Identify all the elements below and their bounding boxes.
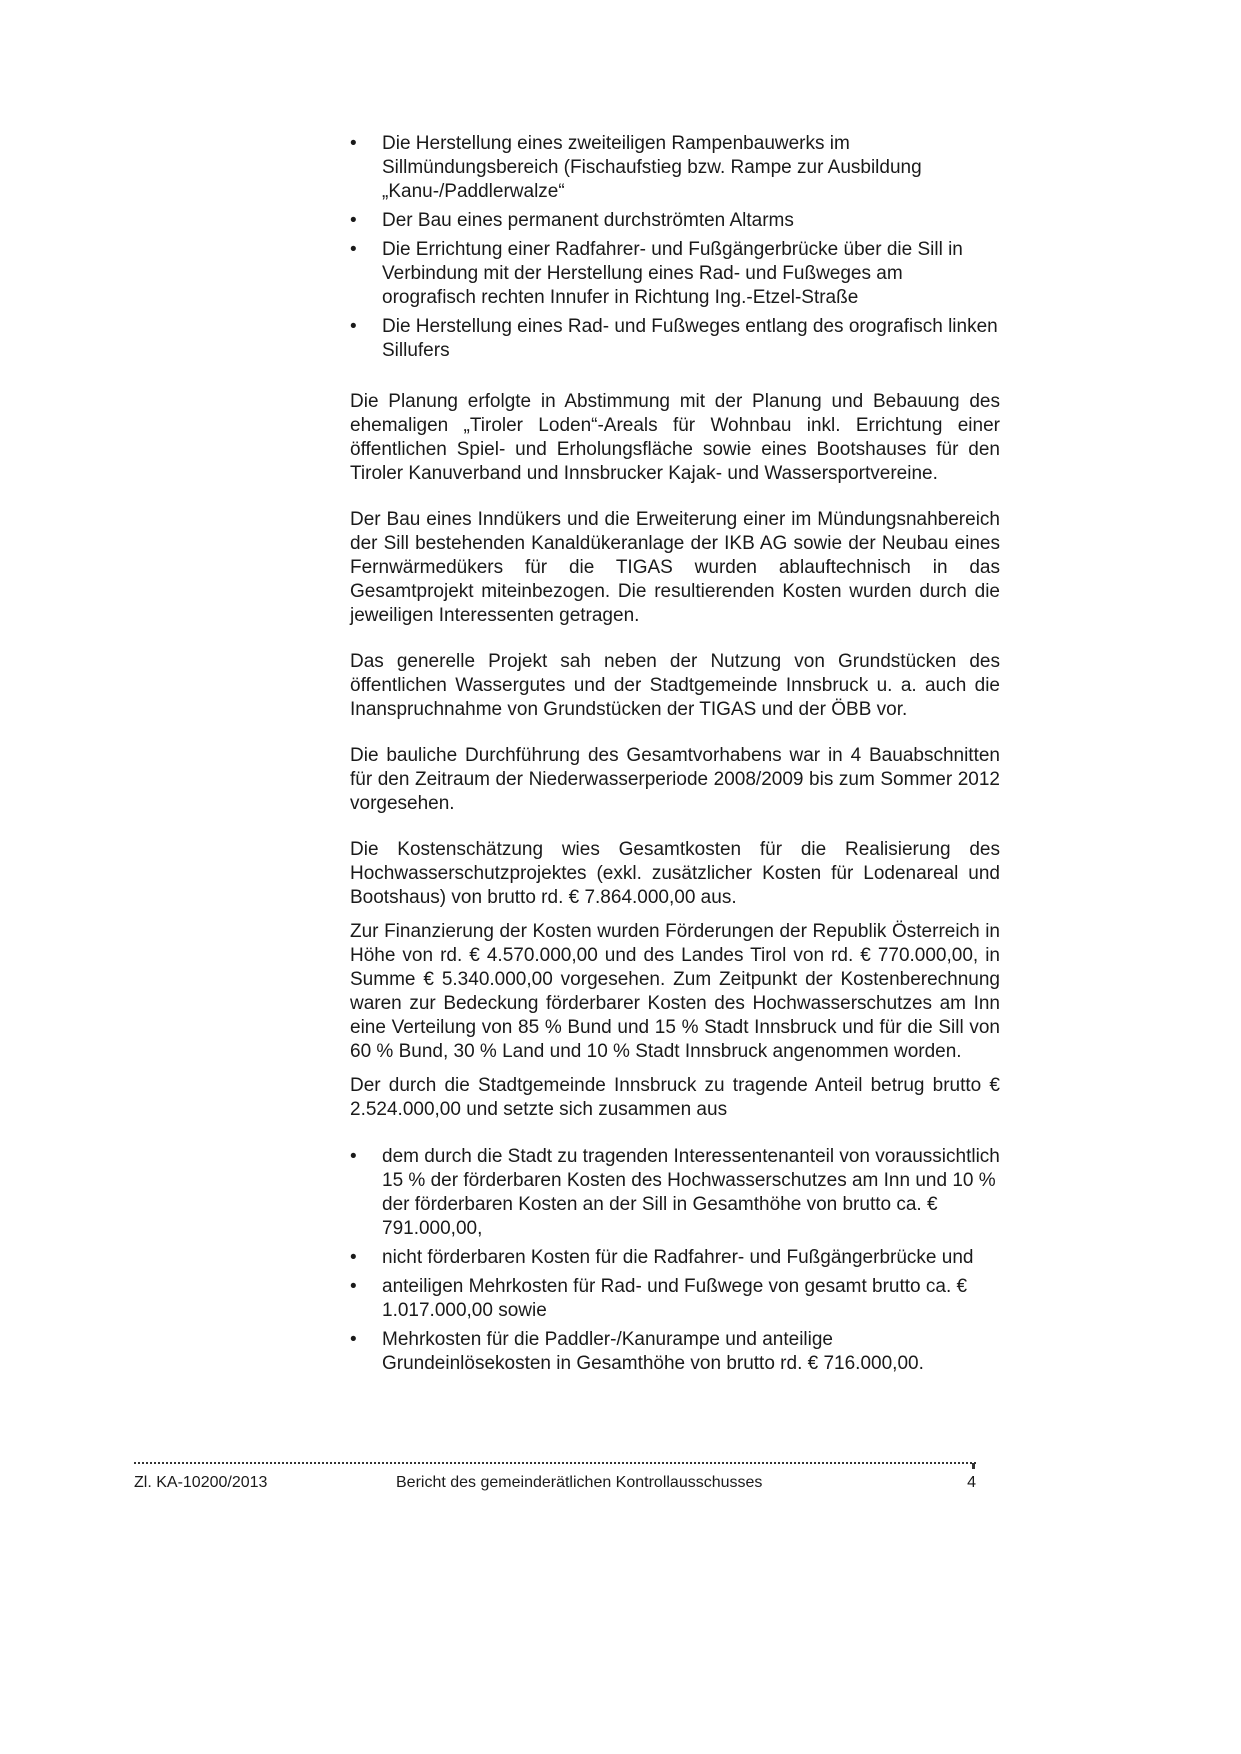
list-item [350, 238, 1000, 310]
list-item-text: anteiligen Mehrkosten für Rad- und Fußwege von gesamt brutto ca. € 1.017.000,00 sowie [382, 1276, 968, 1321]
bullet-icon: • [350, 239, 357, 260]
bullet-icon: • [350, 316, 357, 337]
list-item [350, 1328, 1000, 1376]
page-footer [134, 1474, 976, 1498]
paragraph-grundstuecke: Das generelle Projekt sah neben der Nutzung von Grundstücken des öffentlichen Wassergutes und der Stadtgemeinde Innsbruck u. a. auch die Inanspruchnahme von Grundstücken der TIGAS und der ÖBB vor. [350, 651, 1000, 720]
page-body [350, 132, 1000, 1381]
list-item [350, 1275, 1000, 1323]
paragraph-bauabschnitte: Die bauliche Durchführung des Gesamtvorhabens war in 4 Bauabschnitten für den Zeitraum der Niederwasserperiode 2008/2009 bis zum Sommer 2012 vorgesehen. [350, 745, 1000, 814]
list-item-text: Die Errichtung einer Radfahrer- und Fußgängerbrücke über die Sill in Verbindung mit der Herstellung eines Rad- und Fußweges am orografisch rechten Innufer in Richtung Ing.-Etzel-Straße [382, 239, 963, 308]
bullet-icon: • [350, 1276, 357, 1297]
bullet-icon: • [350, 1329, 357, 1350]
footer-rule-end [972, 1463, 975, 1469]
bullet-icon: • [350, 210, 357, 231]
paragraph-anteil: Der durch die Stadtgemeinde Innsbruck zu tragende Anteil betrug brutto € 2.524.000,00 und setzte sich zusammen aus [350, 1075, 1000, 1120]
footer-title: Bericht des gemeinderätlichen Kontrollausschusses [396, 1474, 763, 1491]
bullet-icon: • [350, 1146, 357, 1167]
list-item [350, 209, 1000, 233]
page-number: 4 [967, 1474, 976, 1491]
list-item-text: Die Herstellung eines Rad- und Fußweges entlang des orografisch linken Sillufers [382, 316, 998, 361]
cost-share-bullet-list [350, 1145, 1000, 1376]
bullet-icon: • [350, 1247, 357, 1268]
footer-dotted-rule [134, 1462, 976, 1468]
list-item-text: nicht förderbaren Kosten für die Radfahrer- und Fußgängerbrücke und [382, 1247, 974, 1268]
list-item [350, 132, 1000, 204]
list-item-text: dem durch die Stadt zu tragenden Interessentenanteil von voraussichtlich 15 % der förderbaren Kosten des Hochwasserschutzes am Inn und 10 % der förderbaren Kosten an der Sill in Gesamthöhe von brutto ca. € 791.000,00, [382, 1146, 1000, 1239]
paragraph-kostenschaetzung: Die Kostenschätzung wies Gesamtkosten für die Realisierung des Hochwasserschutzprojektes (exkl. zusätzlicher Kosten für Lodenareal und Bootshaus) von brutto rd. € 7.864.000,00 aus. [350, 839, 1000, 908]
footer-reference: Zl. KA-10200/2013 [134, 1474, 268, 1491]
list-item-text: Die Herstellung eines zweiteiligen Rampenbauwerks im Sillmündungsbereich (Fischaufstieg bzw. Rampe zur Ausbildung „Kanu-/Paddlerwalze“ [382, 133, 922, 202]
list-item-text: Mehrkosten für die Paddler-/Kanurampe und anteilige Grundeinlösekosten in Gesamthöhe von brutto rd. € 716.000,00. [382, 1329, 924, 1374]
bullet-icon: • [350, 133, 357, 154]
list-item [350, 1145, 1000, 1241]
list-item [350, 315, 1000, 363]
list-item [350, 1246, 1000, 1270]
measures-bullet-list [350, 132, 1000, 363]
list-item-text: Der Bau eines permanent durchströmten Altarms [382, 210, 794, 231]
paragraph-dueker: Der Bau eines Inndükers und die Erweiterung einer im Mündungsnahbereich der Sill bestehenden Kanaldükeranlage der IKB AG sowie der Neubau eines Fernwärmedükers für die TIGAS wurden ablauftechnisch in das Gesamtprojekt miteinbezogen. Die resultierenden Kosten wurden durch die jeweiligen Interessenten getragen. [350, 509, 1000, 626]
paragraph-finanzierung: Zur Finanzierung der Kosten wurden Förderungen der Republik Österreich in Höhe von rd. € 4.570.000,00 und des Landes Tirol von rd. € 770.000,00, in Summe € 5.340.000,00 vorgesehen. Zum Zeitpunkt der Kostenberechnung waren zur Bedeckung förderbarer Kosten des Hochwasserschutzes am Inn eine Verteilung von 85 % Bund und 15 % Stadt Innsbruck und für die Sill von 60 % Bund, 30 % Land und 10 % Stadt Innsbruck angenommen worden. [350, 921, 1000, 1062]
paragraph-planning: Die Planung erfolgte in Abstimmung mit der Planung und Bebauung des ehemaligen „Tiroler Loden“-Areals für Wohnbau inkl. Errichtung einer öffentlichen Spiel- und Erholungsfläche sowie eines Bootshauses für den Tiroler Kanuverband und Innsbrucker Kajak- und Wassersportvereine. [350, 391, 1000, 484]
